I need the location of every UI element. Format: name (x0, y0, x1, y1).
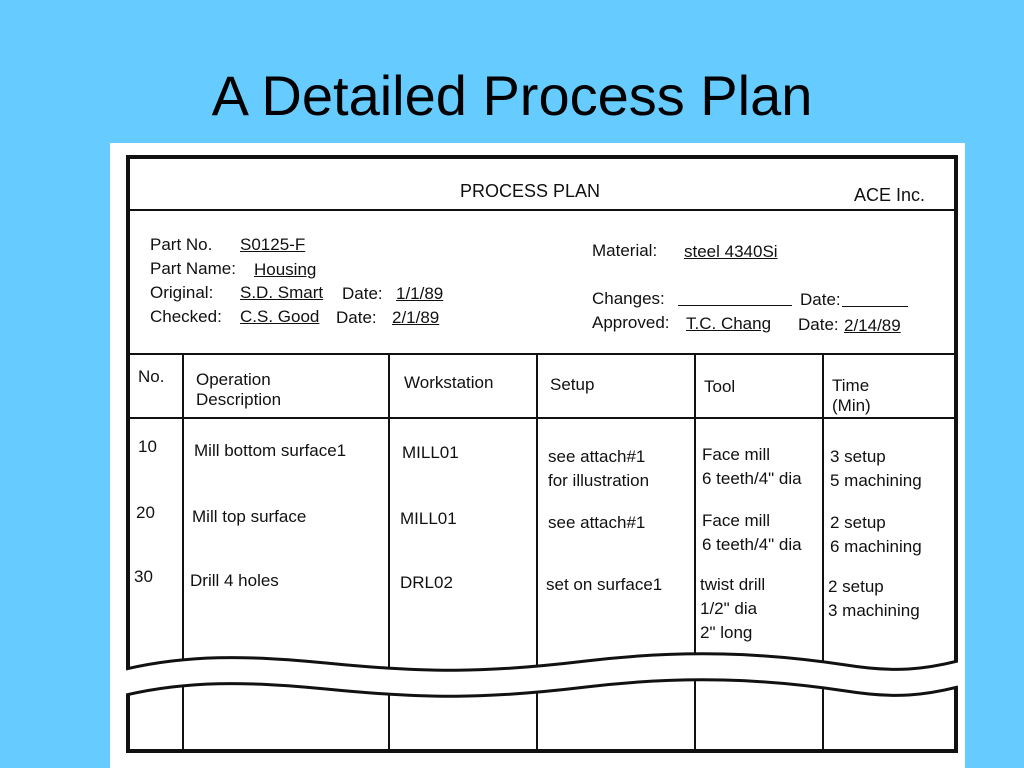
row-operation: Mill bottom surface1 (194, 441, 347, 460)
approved-label: Approved: (592, 313, 670, 332)
changes-date-blank (842, 292, 908, 307)
row-tool: twist drill 1/2" dia 2" long (700, 575, 766, 642)
approved-date-value: 2/14/89 (844, 316, 901, 335)
approved-date-label: Date: (798, 315, 839, 334)
header-divider (130, 209, 954, 211)
row-workstation: MILL01 (400, 509, 457, 528)
original-date-label: Date: (342, 284, 383, 303)
changes-label: Changes: (592, 289, 665, 308)
col-header-time: Time (Min) (832, 376, 871, 415)
col-header-tool: Tool (704, 377, 736, 396)
part-name-label: Part Name: (150, 259, 236, 278)
col-header-setup: Setup (550, 375, 595, 394)
col-header-no: No. (138, 367, 165, 386)
row-time: 2 setup 3 machining (828, 577, 920, 620)
original-by-value: S.D. Smart (240, 283, 324, 302)
plan-heading: PROCESS PLAN (460, 181, 601, 201)
checked-label: Checked: (150, 307, 222, 326)
company-name: ACE Inc. (854, 185, 926, 205)
process-plan-form (126, 155, 958, 753)
row-time: 3 setup 5 machining (830, 447, 922, 490)
original-label: Original: (150, 283, 214, 302)
material-value: steel 4340Si (684, 242, 778, 261)
info-divider (130, 353, 954, 355)
row-time: 2 setup 6 machining (830, 513, 922, 556)
checked-date-label: Date: (336, 308, 377, 327)
col-header-workstation: Workstation (404, 373, 494, 392)
row-operation: Drill 4 holes (190, 571, 279, 590)
row-no: 10 (138, 437, 157, 456)
changes-date-label: Date: (800, 290, 841, 309)
row-no: 30 (134, 567, 153, 586)
changes-blank (678, 291, 792, 306)
row-operation: Mill top surface (192, 507, 307, 526)
part-name-value: Housing (254, 260, 317, 279)
part-no-label: Part No. (150, 235, 213, 254)
part-no-value: S0125-F (240, 235, 306, 254)
original-date-value: 1/1/89 (396, 284, 444, 303)
row-setup: see attach#1 for illustration (548, 447, 650, 490)
process-plan-sheet (110, 143, 965, 768)
slide-title: A Detailed Process Plan (211, 64, 813, 127)
approved-by-value: T.C. Chang (686, 314, 772, 333)
row-setup: see attach#1 (548, 513, 646, 532)
row-workstation: MILL01 (402, 443, 459, 462)
col-header-operation: Operation Description (196, 370, 282, 409)
checked-date-value: 2/1/89 (392, 308, 440, 327)
row-no: 20 (136, 503, 155, 522)
checked-by-value: C.S. Good (240, 307, 320, 326)
material-label: Material: (592, 241, 658, 260)
row-tool: Face mill 6 teeth/4" dia (702, 445, 802, 488)
column-header-divider (130, 417, 954, 419)
row-tool: Face mill 6 teeth/4" dia (702, 511, 802, 554)
page-break-wave (126, 647, 958, 707)
row-setup: set on surface1 (546, 575, 663, 594)
row-workstation: DRL02 (400, 573, 453, 592)
